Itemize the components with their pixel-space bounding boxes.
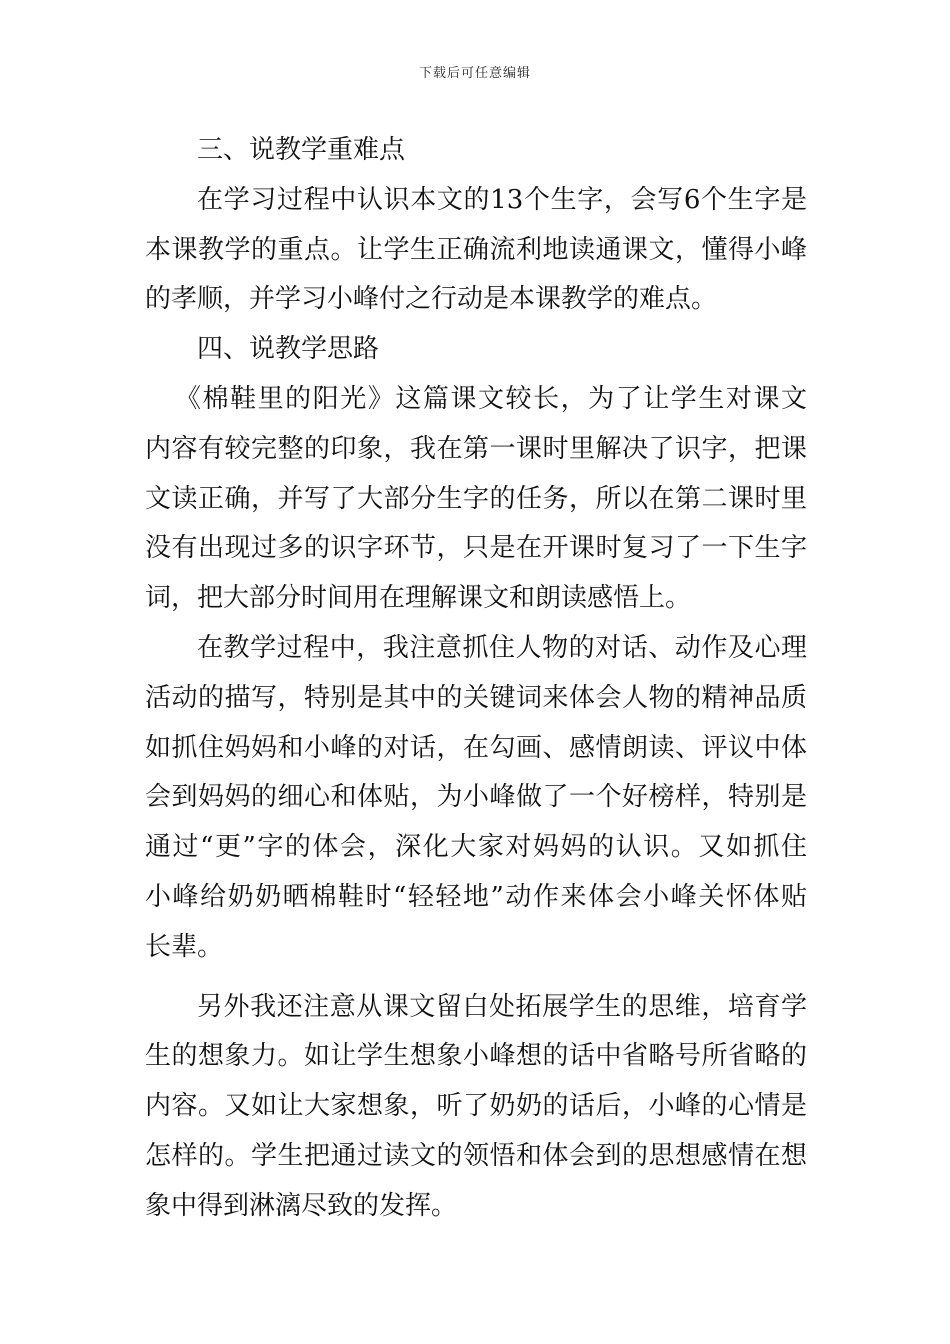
paragraph-line: 在教学过程中，我注意抓住人物的对话、动作及心理 [197, 632, 807, 663]
paragraph-line: 内容有较完整的印象，我在第一课时里解决了识字，把课 [145, 433, 807, 464]
paragraph-line: 文读正确，并写了大部分生字的任务，所以在第二课时里 [145, 483, 807, 514]
section-heading: 四、说教学思路 [197, 334, 380, 365]
paragraph-line: 的孝顺，并学习小峰付之行动是本课教学的难点。 [145, 284, 718, 315]
paragraph-line: 通过“更”字的体会，深化大家对妈妈的认识。又如抓住 [145, 832, 807, 863]
paragraph-line: 象中得到淋漓尽致的发挥。 [145, 1190, 458, 1221]
paragraph-line: 活动的描写，特别是其中的关键词来体会人物的精神品质 [145, 682, 807, 713]
paragraph-line: 小峰给奶奶晒棉鞋时“轻轻地”动作来体会小峰关怀体贴 [145, 881, 807, 912]
paragraph-line: 长辈。 [145, 931, 224, 962]
paragraph-line: 怎样的。学生把通过读文的领悟和体会到的思想感情在想 [145, 1140, 807, 1171]
paragraph-line: 如抓住妈妈和小峰的对话，在勾画、感情朗读、评议中体 [145, 732, 807, 763]
paragraph-gap [145, 973, 807, 983]
paragraph-line: 在学习过程中认识本文的13个生字，会写6个生字是 [197, 184, 807, 215]
paragraph-line: 词，把大部分时间用在理解课文和朗读感悟上。 [145, 583, 692, 614]
page-header-note: 下载后可任意编辑 [418, 66, 531, 81]
document-body [145, 126, 807, 1232]
paragraph-line: 没有出现过多的识字环节，只是在开课时复习了一下生字 [145, 533, 807, 564]
paragraph-line: 本课教学的重点。让学生正确流利地读通课文，懂得小峰 [145, 234, 807, 265]
paragraph-line: 会到妈妈的细心和体贴，为小峰做了一个好榜样，特别是 [145, 782, 807, 813]
paragraph-line: 另外我还注意从课文留白处拓展学生的思维，培育学 [197, 991, 807, 1022]
paragraph-line: 生的想象力。如让学生想象小峰想的话中省略号所省略的 [145, 1041, 807, 1072]
section-heading: 三、说教学重难点 [197, 135, 406, 165]
paragraph-line: 《棉鞋里的阳光》这篇课文较长，为了让学生对课文 [175, 383, 807, 414]
paragraph-line: 内容。又如让大家想象，听了奶奶的话后，小峰的心情是 [145, 1091, 807, 1122]
